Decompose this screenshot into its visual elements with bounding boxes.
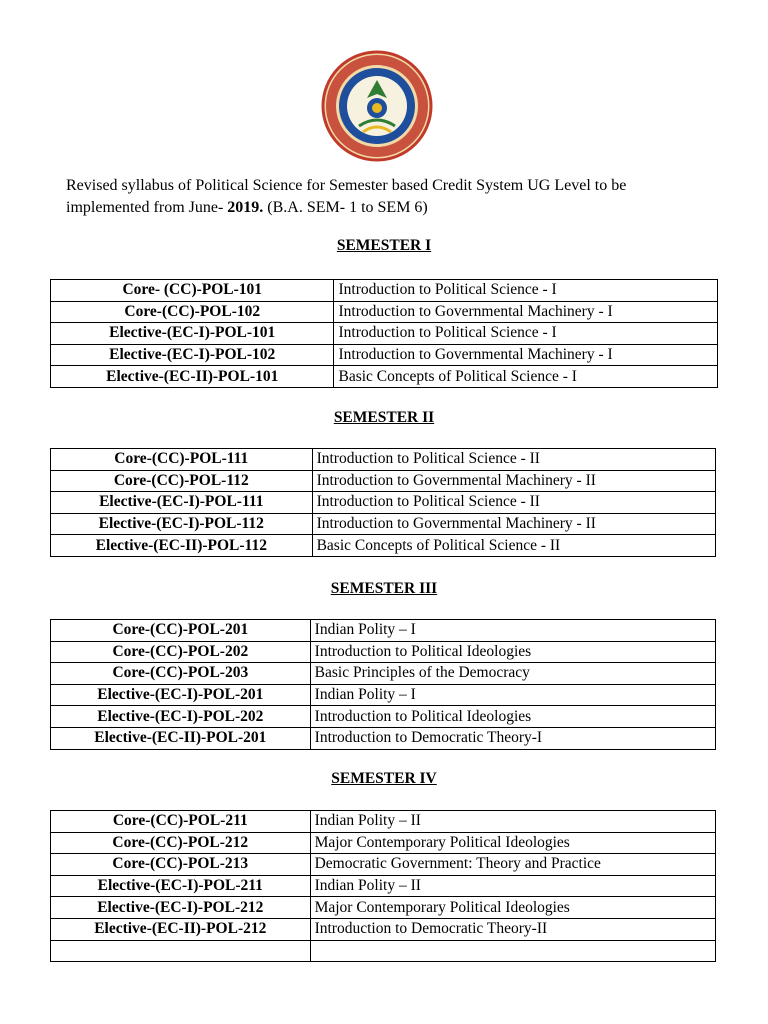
table-row bbox=[51, 470, 716, 492]
table-row bbox=[51, 280, 718, 302]
course-title: Introduction to Governmental Machinery - I bbox=[334, 301, 718, 323]
table-row bbox=[51, 832, 716, 854]
course-title: Democratic Government: Theory and Practice bbox=[310, 854, 715, 876]
course-title: Major Contemporary Political Ideologies bbox=[310, 832, 715, 854]
course-code: Core-(CC)-POL-211 bbox=[51, 811, 311, 833]
table-row bbox=[51, 620, 716, 642]
table-row bbox=[51, 897, 716, 919]
intro-line-2-suffix: (B.A. SEM- 1 to SEM 6) bbox=[263, 199, 428, 216]
course-title: Introduction to Political Science - II bbox=[312, 449, 715, 471]
course-title: Introduction to Political Science - I bbox=[334, 280, 718, 302]
semester-1-heading: SEMESTER I bbox=[336, 237, 432, 254]
table-row bbox=[51, 684, 716, 706]
table-row bbox=[51, 641, 716, 663]
table-row bbox=[51, 492, 716, 514]
university-seal-logo bbox=[321, 50, 433, 162]
course-title: Major Contemporary Political Ideologies bbox=[310, 897, 715, 919]
course-code: Elective-(EC-I)-POL-201 bbox=[51, 684, 311, 706]
course-code: Elective-(EC-II)-POL-112 bbox=[51, 535, 313, 557]
table-row bbox=[51, 301, 718, 323]
course-title: Introduction to Political Science - I bbox=[334, 323, 718, 345]
course-title: Indian Polity – I bbox=[310, 620, 715, 642]
course-code: Core-(CC)-POL-213 bbox=[51, 854, 311, 876]
course-code: Core-(CC)-POL-201 bbox=[51, 620, 311, 642]
course-title: Introduction to Governmental Machinery - II bbox=[312, 470, 715, 492]
course-code: Core-(CC)-POL-202 bbox=[51, 641, 311, 663]
course-title: Introduction to Democratic Theory-I bbox=[310, 727, 715, 749]
course-title: Indian Polity – II bbox=[310, 875, 715, 897]
course-code: Elective-(EC-I)-POL-211 bbox=[51, 875, 311, 897]
course-title: Introduction to Political Ideologies bbox=[310, 641, 715, 663]
course-title: Introduction to Democratic Theory-II bbox=[310, 918, 715, 940]
course-code: Core-(CC)-POL-111 bbox=[51, 449, 313, 471]
course-code: Elective-(EC-I)-POL-212 bbox=[51, 897, 311, 919]
table-row bbox=[51, 727, 716, 749]
table-row bbox=[51, 663, 716, 685]
seal-icon bbox=[321, 50, 433, 162]
course-code: Elective-(EC-I)-POL-111 bbox=[51, 492, 313, 514]
table-row bbox=[51, 811, 716, 833]
intro-year: 2019. bbox=[227, 199, 264, 216]
course-code: Elective-(EC-II)-POL-212 bbox=[51, 918, 311, 940]
course-title: Introduction to Political Science - II bbox=[312, 492, 715, 514]
course-code: Elective-(EC-I)-POL-202 bbox=[51, 706, 311, 728]
course-code: Elective-(EC-I)-POL-102 bbox=[51, 344, 334, 366]
course-code: Elective-(EC-I)-POL-101 bbox=[51, 323, 334, 345]
table-row bbox=[51, 875, 716, 897]
course-title: Introduction to Governmental Machinery - I bbox=[334, 344, 718, 366]
table-row bbox=[51, 344, 718, 366]
course-title: Introduction to Governmental Machinery - II bbox=[312, 513, 715, 535]
course-code: Core-(CC)-POL-203 bbox=[51, 663, 311, 685]
table-row bbox=[51, 918, 716, 940]
course-title bbox=[310, 940, 715, 962]
course-code: Elective-(EC-I)-POL-112 bbox=[51, 513, 313, 535]
table-row bbox=[51, 513, 716, 535]
intro-line-1: Revised syllabus of Political Science for Semester based Credit System UG Level to be bbox=[66, 177, 627, 194]
semester-4-heading: SEMESTER IV bbox=[331, 770, 437, 787]
semester-2-heading: SEMESTER II bbox=[333, 409, 435, 426]
course-title: Indian Polity – I bbox=[310, 684, 715, 706]
course-code: Elective-(EC-II)-POL-201 bbox=[51, 727, 311, 749]
semester-3-heading: SEMESTER III bbox=[330, 580, 438, 597]
course-title: Basic Concepts of Political Science - II bbox=[312, 535, 715, 557]
semester-4-table bbox=[50, 810, 716, 962]
semester-2-table bbox=[50, 448, 716, 557]
course-code: Core-(CC)-POL-212 bbox=[51, 832, 311, 854]
semester-3-table bbox=[50, 619, 716, 750]
course-code: Elective-(EC-II)-POL-101 bbox=[51, 366, 334, 388]
table-row bbox=[51, 535, 716, 557]
course-title: Basic Principles of the Democracy bbox=[310, 663, 715, 685]
intro-line-2: implemented from June- bbox=[66, 199, 228, 216]
table-row bbox=[51, 366, 718, 388]
course-code bbox=[51, 940, 311, 962]
course-code: Core- (CC)-POL-101 bbox=[51, 280, 334, 302]
table-row bbox=[51, 323, 718, 345]
intro-paragraph bbox=[66, 175, 706, 219]
course-title: Basic Concepts of Political Science - I bbox=[334, 366, 718, 388]
table-row-empty bbox=[51, 940, 716, 962]
semester-1-table bbox=[50, 279, 718, 388]
table-row bbox=[51, 706, 716, 728]
course-code: Core-(CC)-POL-112 bbox=[51, 470, 313, 492]
course-title: Indian Polity – II bbox=[310, 811, 715, 833]
course-title: Introduction to Political Ideologies bbox=[310, 706, 715, 728]
table-row bbox=[51, 854, 716, 876]
table-row bbox=[51, 449, 716, 471]
course-code: Core-(CC)-POL-102 bbox=[51, 301, 334, 323]
